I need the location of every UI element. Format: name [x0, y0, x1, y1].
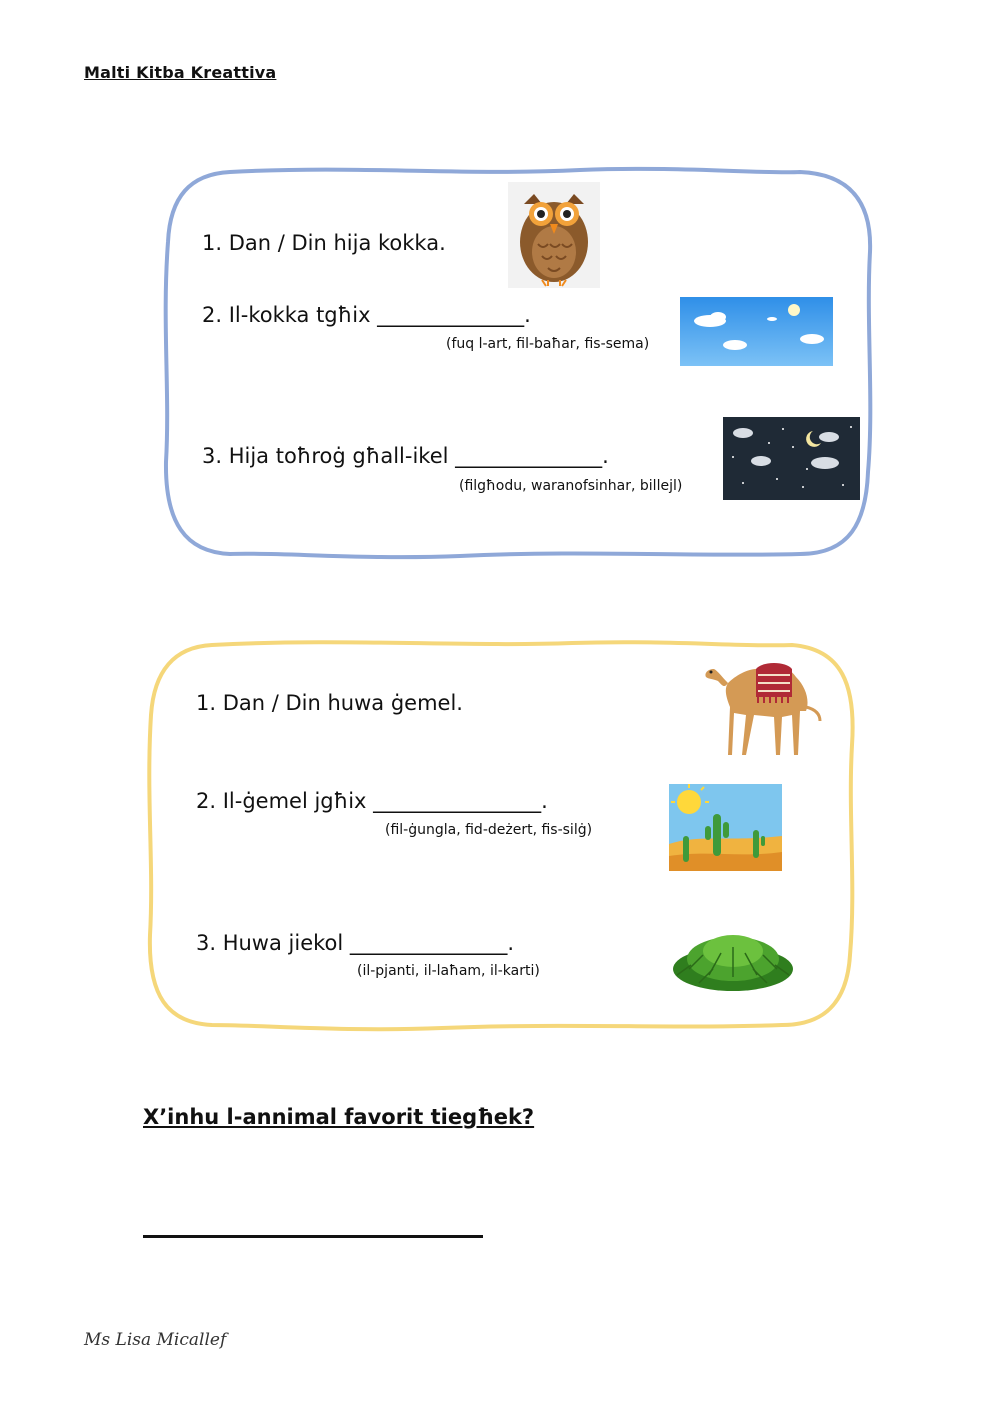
- owl-question-2: 2. Il-kokka tgħix ______________.: [202, 303, 531, 327]
- day-sky-icon: [680, 297, 833, 366]
- owl-question-2-hint: (fuq l-art, fil-baħar, fis-sema): [446, 336, 650, 352]
- author-signature: Ms Lisa Micallef: [84, 1330, 227, 1350]
- camel-question-3-hint: (il-pjanti, il-laħam, il-karti): [357, 963, 540, 979]
- owl-question-3: 3. Hija toħroġ għall-ikel ______________.: [202, 444, 609, 468]
- owl-icon: [508, 182, 600, 288]
- camel-question-3: 3. Huwa jiekol _______________.: [196, 931, 515, 955]
- camel-question-2: 2. Il-ġemel jgħix ________________.: [196, 789, 548, 813]
- desert-icon: [669, 784, 782, 871]
- answer-line[interactable]: [143, 1235, 483, 1238]
- favorite-animal-question: X’inhu l-annimal favorit tiegħek?: [143, 1105, 535, 1129]
- owl-question-1: 1. Dan / Din hija kokka.: [202, 231, 446, 255]
- owl-question-3-hint: (filgħodu, waranofsinhar, billejl): [459, 478, 683, 494]
- document-title: Malti Kitba Kreattiva: [84, 63, 277, 82]
- night-sky-icon: [723, 417, 860, 500]
- plant-bush-icon: [669, 925, 797, 995]
- camel-question-2-hint: (fil-ġungla, fid-deżert, fis-silġ): [385, 822, 593, 838]
- camel-icon: [702, 657, 824, 761]
- camel-question-1: 1. Dan / Din huwa ġemel.: [196, 691, 463, 715]
